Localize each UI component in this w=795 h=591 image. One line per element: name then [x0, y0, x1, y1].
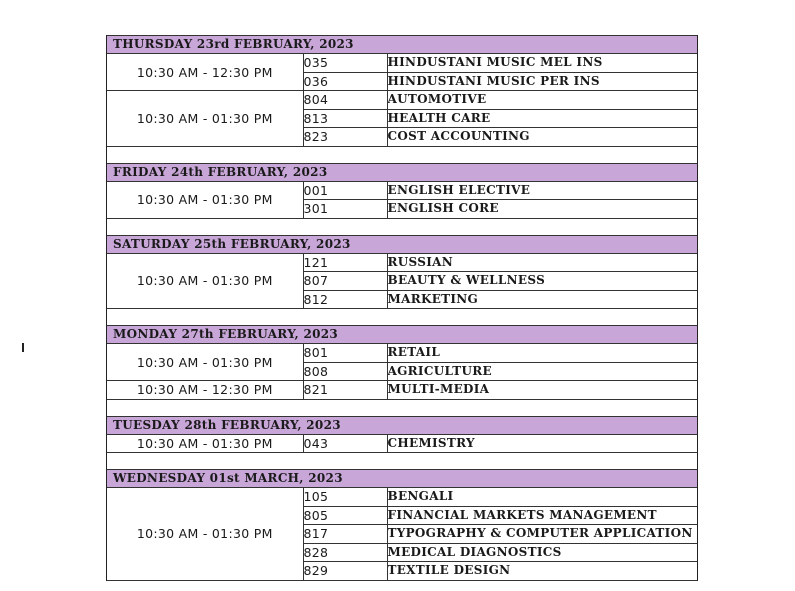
- subject-code: 121: [303, 253, 387, 272]
- subject-code: 035: [303, 54, 387, 73]
- subject-code: 001: [303, 181, 387, 200]
- subject-name: HINDUSTANI MUSIC MEL INS: [387, 54, 697, 73]
- subject-name: AUTOMOTIVE: [387, 91, 697, 110]
- date-header-row: [107, 36, 697, 54]
- subject-code: 808: [303, 362, 387, 381]
- subject-name: HEALTH CARE: [387, 109, 697, 128]
- exam-schedule-sheet: [106, 35, 698, 581]
- subject-name: BEAUTY & WELLNESS: [387, 272, 697, 291]
- subject-name: HINDUSTANI MUSIC PER INS: [387, 72, 697, 91]
- exam-date: THURSDAY 23rd FEBRUARY, 2023: [107, 36, 697, 54]
- subject-code: 812: [303, 290, 387, 309]
- subject-name: AGRICULTURE: [387, 362, 697, 381]
- spacer-row: [107, 146, 697, 163]
- subject-name: TYPOGRAPHY & COMPUTER APPLICATION: [387, 525, 697, 544]
- date-header-row: [107, 163, 697, 181]
- subject-name: RETAIL: [387, 344, 697, 363]
- exam-time: 10:30 AM - 12:30 PM: [107, 381, 303, 400]
- exam-time: 10:30 AM - 01:30 PM: [107, 434, 303, 453]
- exam-schedule-table: [107, 35, 697, 581]
- exam-time: 10:30 AM - 01:30 PM: [107, 488, 303, 581]
- subject-code: 805: [303, 506, 387, 525]
- exam-time: 10:30 AM - 12:30 PM: [107, 54, 303, 91]
- spacer-cell: [107, 399, 697, 416]
- paper-row: [107, 344, 697, 363]
- spacer-row: [107, 399, 697, 416]
- subject-name: MULTI-MEDIA: [387, 381, 697, 400]
- spacer-cell: [107, 218, 697, 235]
- subject-code: 817: [303, 525, 387, 544]
- subject-name: MEDICAL DIAGNOSTICS: [387, 543, 697, 562]
- paper-row: [107, 381, 697, 400]
- exam-date: SATURDAY 25th FEBRUARY, 2023: [107, 235, 697, 253]
- exam-time: 10:30 AM - 01:30 PM: [107, 253, 303, 309]
- exam-time: 10:30 AM - 01:30 PM: [107, 344, 303, 381]
- subject-name: MARKETING: [387, 290, 697, 309]
- subject-code: 807: [303, 272, 387, 291]
- subject-name: RUSSIAN: [387, 253, 697, 272]
- exam-date: WEDNESDAY 01st MARCH, 2023: [107, 470, 697, 488]
- subject-code: 036: [303, 72, 387, 91]
- subject-code: 043: [303, 434, 387, 453]
- date-header-row: [107, 470, 697, 488]
- spacer-row: [107, 218, 697, 235]
- subject-code: 105: [303, 488, 387, 507]
- subject-code: 821: [303, 381, 387, 400]
- subject-name: ENGLISH ELECTIVE: [387, 181, 697, 200]
- date-header-row: [107, 416, 697, 434]
- subject-code: 823: [303, 128, 387, 147]
- subject-name: COST ACCOUNTING: [387, 128, 697, 147]
- subject-code: 301: [303, 200, 387, 219]
- subject-code: 801: [303, 344, 387, 363]
- scan-edge-mark: [22, 343, 24, 352]
- subject-name: ENGLISH CORE: [387, 200, 697, 219]
- subject-code: 828: [303, 543, 387, 562]
- exam-time: 10:30 AM - 01:30 PM: [107, 91, 303, 147]
- paper-row: [107, 253, 697, 272]
- date-header-row: [107, 235, 697, 253]
- subject-name: TEXTILE DESIGN: [387, 562, 697, 581]
- date-header-row: [107, 326, 697, 344]
- spacer-row: [107, 453, 697, 470]
- subject-code: 804: [303, 91, 387, 110]
- exam-time: 10:30 AM - 01:30 PM: [107, 181, 303, 218]
- paper-row: [107, 54, 697, 73]
- paper-row: [107, 488, 697, 507]
- paper-row: [107, 434, 697, 453]
- spacer-row: [107, 309, 697, 326]
- subject-name: BENGALI: [387, 488, 697, 507]
- spacer-cell: [107, 146, 697, 163]
- exam-date: MONDAY 27th FEBRUARY, 2023: [107, 326, 697, 344]
- paper-row: [107, 91, 697, 110]
- paper-row: [107, 181, 697, 200]
- exam-date: FRIDAY 24th FEBRUARY, 2023: [107, 163, 697, 181]
- subject-code: 829: [303, 562, 387, 581]
- exam-date: TUESDAY 28th FEBRUARY, 2023: [107, 416, 697, 434]
- subject-code: 813: [303, 109, 387, 128]
- subject-name: FINANCIAL MARKETS MANAGEMENT: [387, 506, 697, 525]
- subject-name: CHEMISTRY: [387, 434, 697, 453]
- spacer-cell: [107, 453, 697, 470]
- spacer-cell: [107, 309, 697, 326]
